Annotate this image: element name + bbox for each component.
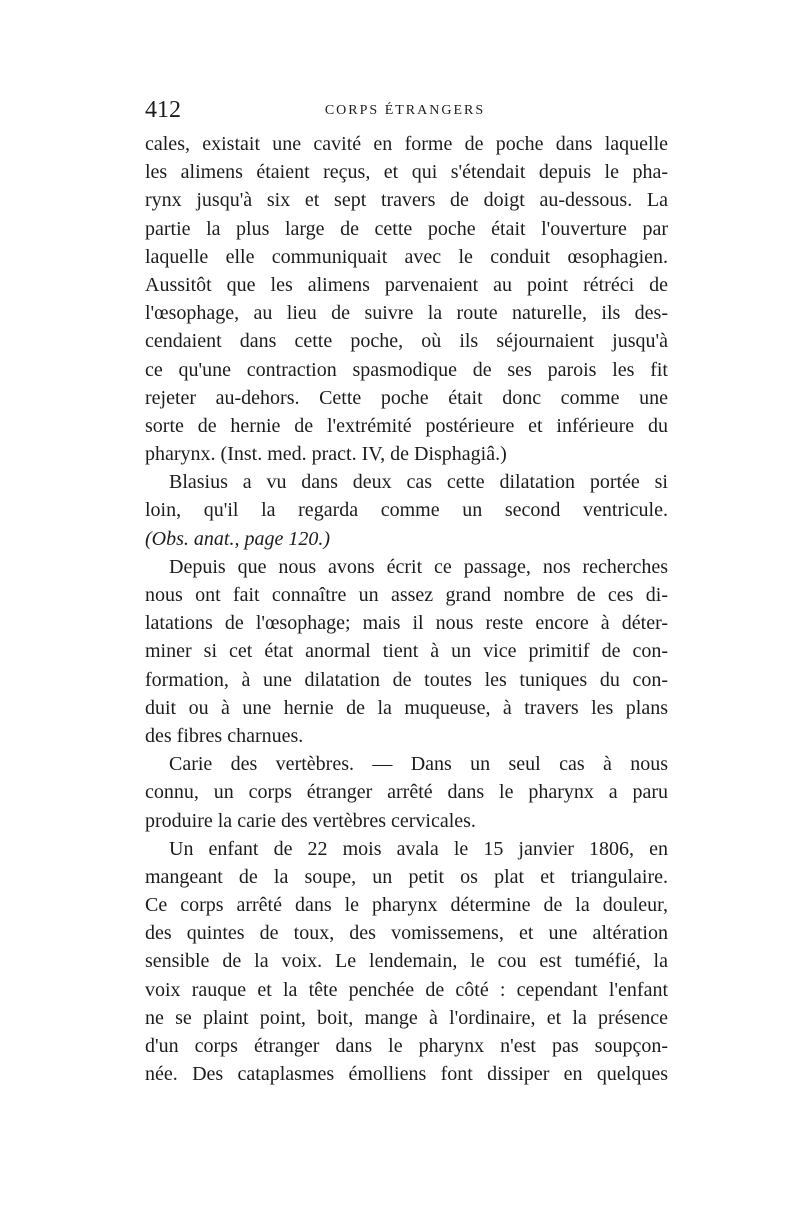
citation-line: pharynx. (Inst. med. pract. IV, de Disphagiâ.) [145,443,507,466]
text-line: d'un corps étranger dans le pharynx n'est pas soupçon- [145,1035,668,1057]
text-line: cendaient dans cette poche, où ils séjournaient jusqu'à [145,330,668,353]
text-line: latations de l'œsophage; mais il nous reste encore à déter- [145,612,668,635]
text-line: miner si cet état anormal tient à un vice primitif de con- [145,640,668,663]
text-line: Ce corps arrêté dans le pharynx détermine de la douleur, [145,894,668,917]
body-text [145,130,668,1088]
text-line: cales, existait une cavité en forme de poche dans laquelle [145,133,668,155]
text-line: rynx jusqu'à six et sept travers de doigt au-dessous. La [145,189,668,212]
text-line: sorte de hernie de l'extrémité postérieure et inférieure du [145,414,668,437]
text-line: nous ont fait connaître un assez grand nombre de ces di- [145,584,668,606]
text-line: laquelle elle communiquait avec le conduit œsophagien. [145,245,668,268]
text-line: voix rauque et la tête penchée de côté : cependant l'enfant [145,978,668,1001]
page-header [145,97,665,127]
text-line: l'œsophage, au lieu de suivre la route naturelle, ils des- [145,302,668,325]
text-line: des fibres charnues. [145,724,304,747]
text-line: Aussitôt que les alimens parvenaient au point rétréci de [145,273,668,296]
text-line: les alimens étaient reçus, et qui s'étendait depuis le pha- [145,161,668,184]
text-line: partie la plus large de cette poche était l'ouverture par [145,217,668,240]
text-line: ce qu'une contraction spasmodique de ses parois les fit [145,358,668,381]
text-line: connu, un corps étranger arrêté dans le pharynx a paru [145,781,668,804]
paragraph-start-line: Depuis que nous avons écrit ce passage, nos recherches [169,555,668,578]
text-line: mangeant de la soupe, un petit os plat et triangulaire. [145,865,668,888]
text-line: formation, à une dilatation de toutes les tuniques du con- [145,668,668,691]
paragraph-start-line: Blasius a vu dans deux cas cette dilatation portée si [169,471,668,494]
text-line: sensible de la voix. Le lendemain, le cou est tuméfié, la [145,950,668,973]
running-title: CORPS ÉTRANGERS [324,103,486,118]
text-line: loin, qu'il la regarda comme un second ventricule. [145,499,668,522]
page-number: 412 [145,97,181,123]
paragraph-start-line: Un enfant de 22 mois avala le 15 janvier 1806, en [169,837,668,860]
text-line: des quintes de toux, des vomissemens, et une altération [145,922,668,945]
citation-line: (Obs. anat., page 120.) [145,527,330,550]
text-line: duit ou à une hernie de la muqueuse, à travers les plans [145,696,668,719]
text-line: née. Des cataplasmes émolliens font dissiper en quelques [145,1063,668,1086]
text-line: rejeter au-dehors. Cette poche était donc comme une [145,386,668,409]
text-line: ne se plaint point, boit, mange à l'ordinaire, et la présence [145,1006,668,1029]
text-line: produire la carie des vertèbres cervicales. [145,809,476,832]
section-heading-line: Carie des vertèbres. — Dans un seul cas à nous [169,753,668,776]
